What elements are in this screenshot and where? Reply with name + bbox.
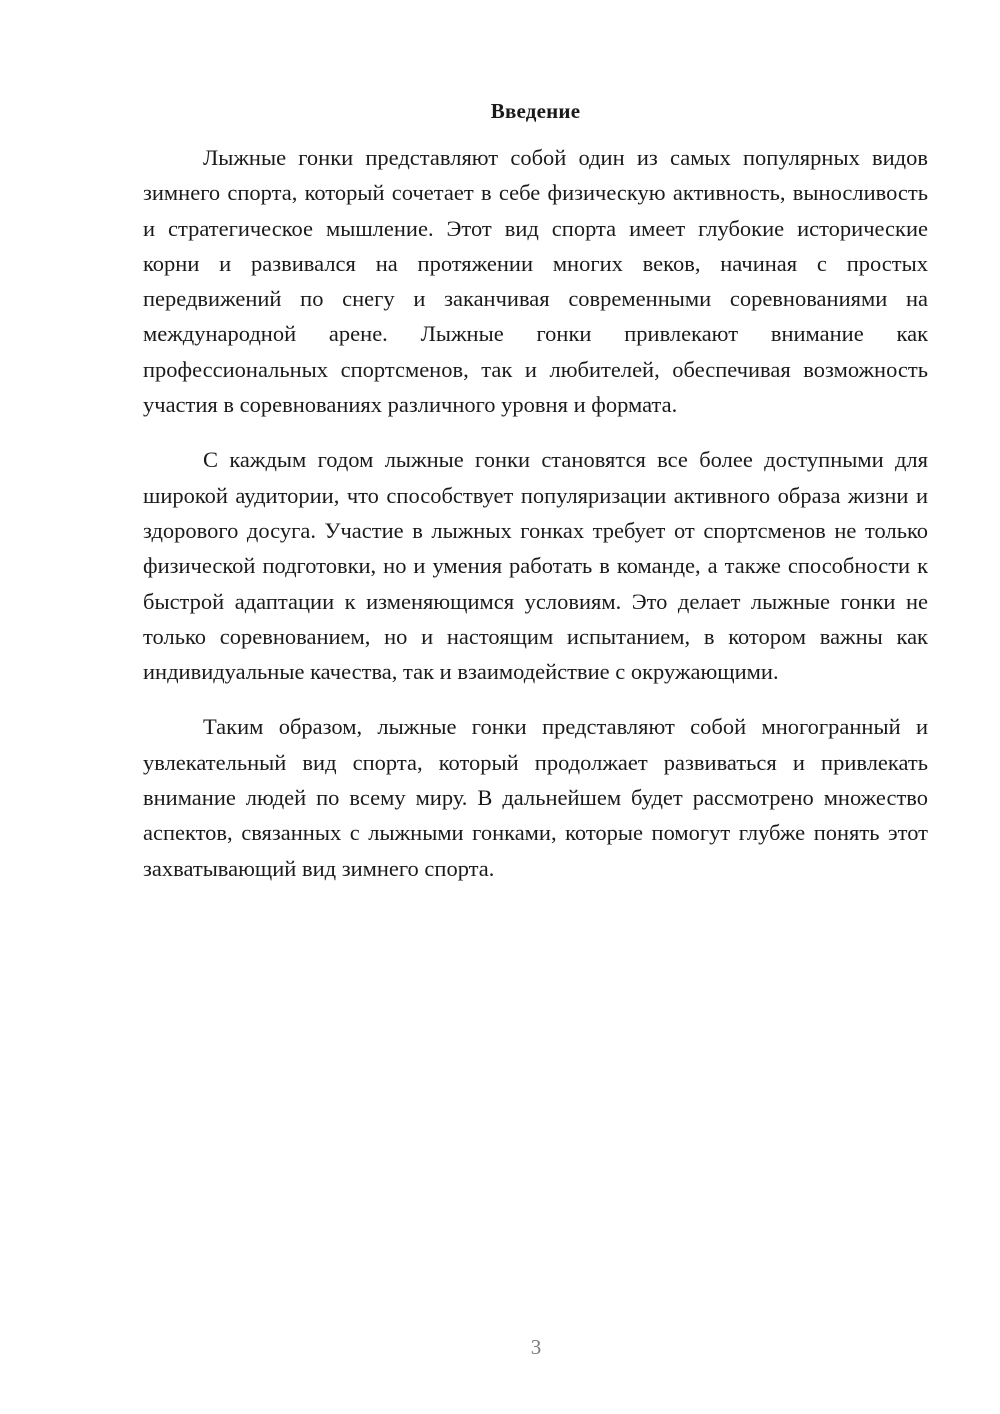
page-number: 3 [530, 1335, 542, 1359]
paragraph-3: Таким образом, лыжные гонки представляют собой многогранный и увлекательный вид спорта, который продолжает развиваться и привлекать внимание людей по всему миру. В дальнейшем будет рассмотрено множество аспектов, связанных с лыжными гонками, которые помогут глубже понять этот захватывающий вид зимнего спорта. [143, 714, 928, 881]
page-content [143, 96, 928, 886]
paragraph-2: С каждым годом лыжные гонки становятся все более доступными для широкой аудитории, что способствует популяризации активного образа жизни и здорового досуга. Участие в лыжных гонках требует от спортсменов не только физической подготовки, но и умения работать в команде, а также способности к быстрой адаптации к изменяющимся условиям. Это делает лыжные гонки не только соревнованием, но и настоящим испытанием, в котором важны как индивидуальные качества, так и взаимодействие с окружающими. [143, 447, 928, 685]
paragraph-1: Лыжные гонки представляют собой один из самых популярных видов зимнего спорта, который сочетает в себе физическую активность, выносливость и стратегическое мышление. Этот вид спорта имеет глубокие исторические корни и развивался на протяжении многих веков, начиная с простых передвижений по снегу и заканчивая современными соревнованиями на международной арене. Лыжные гонки привлекают внимание как профессиональных спортсменов, так и любителей, обеспечивая возможность участия в соревнованиях различного уровня и формата. [143, 145, 928, 418]
section-heading: Введение [490, 99, 581, 123]
